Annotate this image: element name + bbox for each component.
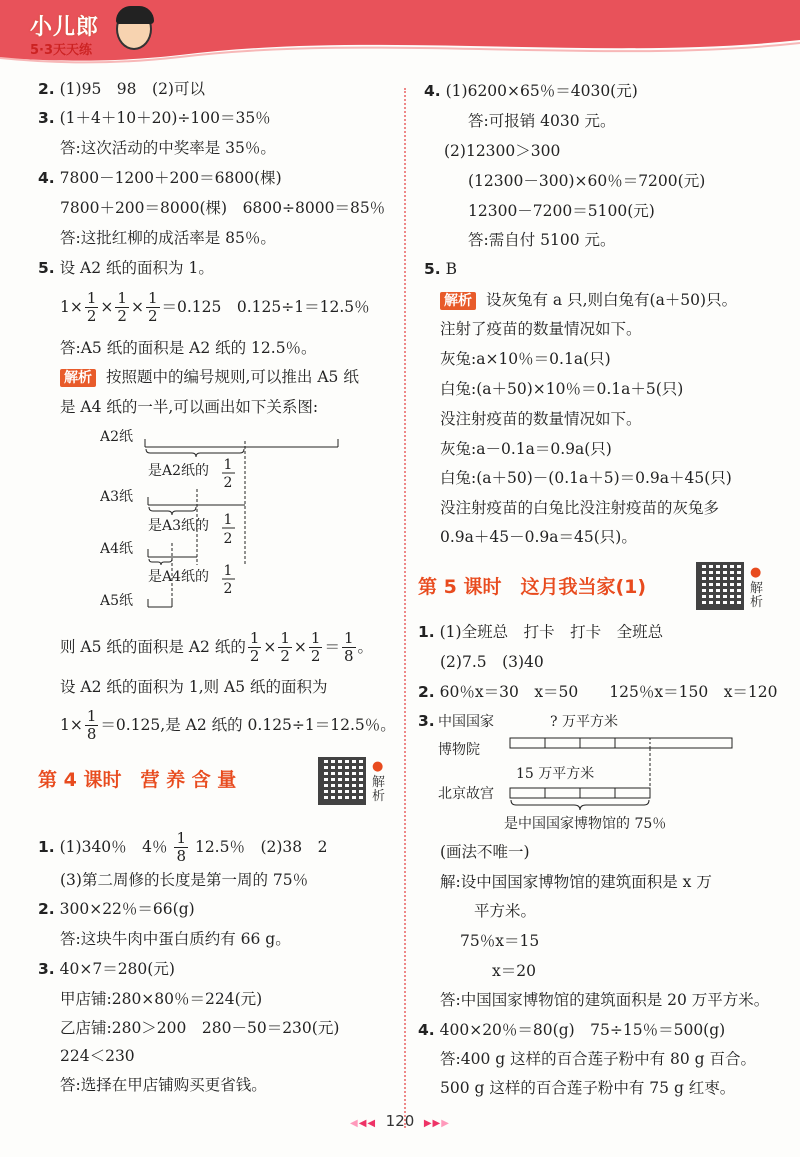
answer-text: (1)全班总 打卡 打卡 全班总 bbox=[439, 623, 664, 641]
answer-text: 平方米。 bbox=[474, 902, 537, 920]
label-half-a3: 是A3纸的 bbox=[148, 518, 210, 534]
label-half-a4: 是A4纸的 bbox=[148, 569, 210, 585]
answer-text: 7800＋200＝8000(棵) 6800÷8000＝85％ bbox=[60, 199, 386, 217]
answer-text: 224＜230 bbox=[60, 1047, 135, 1065]
analysis-text: 灰兔:a－0.1a＝0.9a(只) bbox=[440, 440, 612, 458]
answer-text: 60％x＝30 x＝50 125％x＝150 x＝120 bbox=[439, 683, 778, 701]
paper-size-diagram bbox=[100, 425, 360, 615]
right-arrows-icon: ▶ bbox=[441, 1118, 450, 1129]
answer-text: 300×22％＝66(g) bbox=[59, 900, 195, 918]
answer-text: 500 g 这样的百合莲子粉中有 75 g 红枣。 bbox=[440, 1079, 736, 1097]
museum-area-diagram bbox=[438, 708, 778, 838]
analysis-text: 白兔:(a＋50)－(0.1a＋5)＝0.9a＋45(只) bbox=[440, 469, 732, 487]
answer-text: 答:中国国家博物馆的建筑面积是 20 万平方米。 bbox=[440, 991, 770, 1009]
answer-text: 答:需自付 5100 元。 bbox=[468, 231, 616, 249]
answer-text: 解:设中国国家博物馆的建筑面积是 x 万 bbox=[440, 873, 712, 891]
answer-text: 答:A5 纸的面积是 A2 纸的 12.5％。 bbox=[60, 339, 317, 357]
fraction: $\frac{1}{2}$ bbox=[147, 289, 158, 326]
answer-text: 400×20％＝80(g) 75÷15％＝500(g) bbox=[439, 1021, 726, 1039]
answer-text: 答:这块牛肉中蛋白质约有 66 g。 bbox=[60, 930, 291, 948]
answer-text: x＝20 bbox=[492, 962, 536, 980]
lesson-4-title: 第 4 课时 营 养 含 量 bbox=[38, 769, 237, 791]
answer-text: 乙店铺:280＞200 280－50＝230(元) bbox=[60, 1019, 340, 1037]
svg-text:2: 2 bbox=[223, 475, 233, 491]
q-number: 3. bbox=[38, 109, 55, 127]
analysis-text: 0.9a＋45－0.9a＝45(只)。 bbox=[440, 528, 637, 546]
label-gugong: 北京故宫 bbox=[438, 786, 494, 802]
page-footer bbox=[0, 1112, 800, 1130]
analysis-text: 设灰兔有 a 只,则白兔有(a＋50)只。 bbox=[486, 291, 738, 309]
label-a5: A5纸 bbox=[100, 593, 134, 609]
answer-text: (2)7.5 (3)40 bbox=[440, 653, 544, 671]
lesson-5-title: 第 5 课时 这月我当家(1) bbox=[418, 576, 647, 598]
right-column: 4. (1)6200×65％＝4030(元) 答:可报销 4030 元。 (2)12300＞300 (12300－300)×60％＝7200(元) 12300－7200＝5100(元) 答:需自付 5100 元。 5. B 解析 设灰兔有 a 只,则白兔有(a＋50)只。 注射了疫苗的数量情况如下。 灰兔:a×10％＝0.1a(只) 白兔:(a＋50)×10％＝0.1a＋5(只) 没注射疫苗的数量情况如下。 灰兔:a－0.1a＝0.9a(只) 白兔:(a＋50)－(0.1a＋5)＝0.9a＋45(只) 没注射疫苗的白兔比没注射疫苗的灰兔多 0.9a＋45－0.9a＝45(只)。 第 5 课时 这月我当家(1) ● 解析 1. (1)全班总 打卡 打卡 全班总 (2)7.5 (3)40 2. 60％x＝30 x＝50 125％x＝150 x＝120 3. 中国国家 博物院 ? 万平方米 15 万平方米 北京故宫 是中国国家博物馆的 75％ (画法不唯一) 解:设中国国家博物馆的建筑面积是 x 万 平方米。 75％x＝15 x＝20 答:中国国家博物馆的建筑面积是 20 万平方米。 4. 400×20％＝80(g) 75÷15％＝500(g) 答:400 g 这样的百合莲子粉中有 80 g 百合。 500 g 这样的百合莲子粉中有 75 g 红枣。 bbox=[418, 82, 778, 1097]
answer-text: 答:这批红柳的成活率是 85％。 bbox=[60, 229, 276, 247]
svg-text:1: 1 bbox=[223, 512, 233, 528]
qr-label: 解析 bbox=[750, 581, 764, 611]
answer-text: 答:可报销 4030 元。 bbox=[468, 112, 616, 130]
fraction-equation: 1× $\frac{1}{2}$ × $\frac{1}{2}$ × $\frac{1}{2}$ ＝0.125 0.125÷1＝12.5％ bbox=[60, 289, 370, 326]
left-column: 2. (1)95 98 (2)可以 3. (1＋4＋10＋20)÷100＝35％ 答:这次活动的中奖率是 35％。 4. 7800－1200＋200＝6800(棵) 7800＋200＝8000(棵) 6800÷8000＝85％ 答:这批红柳的成活率是 85％。 5. 设 A2 纸的面积为 1。 1× $\frac{1}{2}$ × $\frac{1}{2}$ × $\frac{1}{2}$ ＝0.125 0.125÷1＝12.5％ 答:A5 纸的面积是 A2 纸的 12.5％。 解析 按照题中的编号规则,可以推出 A5 纸 是 A4 纸的一半,可以画出如下关系图: A2纸 是A2纸的 1 2 A3纸 是A3纸的 1 2 A4纸 是A4纸的 1 2 A5纸 则 A5 纸的面积是 A2 纸的 $\frac{1}{2}$ × $\frac{1}{2}$ × $\frac{1}{2}$ ＝ $\frac{1}{8}$ 。 设 A2 纸的面积为 1,则 A5 纸的面积为 1× $\frac{1}{8}$ ＝0.125,是 A2 纸的 0.125÷1＝12.5％。 第 4 课时 营 养 含 量 ● 解析 1. (1)340％ 4％ $\frac{1}{8}$ 12.5％ (2)38 2 (3)第二周修的长度是第一周的 75％ 2. 300×22％＝66(g) 答:这块牛肉中蛋白质约有 66 g。 3. 40×7＝280(元) 甲店铺:280×80％＝224(元) 乙店铺:280＞200 280－50＝230(元) 224＜230 答:选择在甲店铺购买更省钱。 bbox=[38, 80, 396, 1094]
answer-text: 甲店铺:280×80％＝224(元) bbox=[60, 990, 263, 1008]
analysis-text: 白兔:(a＋50)×10％＝0.1a＋5(只) bbox=[440, 380, 684, 398]
label-a2: A2纸 bbox=[100, 429, 134, 445]
answer-text: 7800－1200＋200＝6800(棵) bbox=[59, 169, 282, 187]
analysis-text: 没注射疫苗的白兔比没注射疫苗的灰兔多 bbox=[440, 499, 720, 517]
answer-text: (1)6200×65％＝4030(元) bbox=[445, 82, 638, 100]
fraction: $\frac{1}{2}$ bbox=[86, 289, 97, 326]
answer-text: (3)第二周修的长度是第一周的 75％ bbox=[60, 871, 309, 889]
q-number: 5. bbox=[38, 259, 55, 277]
answer-text: 75％x＝15 bbox=[460, 932, 540, 950]
analysis-text: 设 A2 纸的面积为 1,则 A5 纸的面积为 bbox=[60, 678, 328, 696]
jiexi-tag: 解析 bbox=[60, 369, 96, 387]
left-arrows-icon: ◀◀ bbox=[358, 1118, 377, 1129]
label-half-a2: 是A2纸的 bbox=[148, 463, 210, 479]
svg-text:1: 1 bbox=[223, 563, 233, 579]
answer-text: (2)12300＞300 bbox=[444, 142, 561, 160]
analysis-text: 1× $\frac{1}{8}$ ＝0.125,是 A2 纸的 0.125÷1＝12.5％。 bbox=[60, 707, 396, 744]
qr-code-icon[interactable] bbox=[696, 562, 744, 610]
svg-text:1: 1 bbox=[223, 457, 233, 473]
label-a3: A3纸 bbox=[100, 489, 134, 505]
label-15-area: 15 万平方米 bbox=[516, 766, 595, 782]
left-arrows-icon: ◀ bbox=[350, 1118, 359, 1129]
q-number: 4. bbox=[38, 169, 55, 187]
answer-text: (1)95 98 (2)可以 bbox=[59, 80, 205, 98]
qr-label: 解析 bbox=[372, 775, 386, 805]
analysis-text: 按照题中的编号规则,可以推出 A5 纸 bbox=[106, 368, 359, 386]
fraction: $\frac{1}{2}$ bbox=[117, 289, 127, 326]
answer-text: 答:这次活动的中奖率是 35％。 bbox=[60, 139, 276, 157]
svg-text:2: 2 bbox=[223, 531, 233, 547]
series-name: 5·3天天练 bbox=[30, 43, 93, 58]
analysis-text: 则 A5 纸的面积是 A2 纸的 $\frac{1}{2}$ × $\frac{1}{2}$ × $\frac{1}{2}$ ＝ $\frac{1}{8}$ 。 bbox=[60, 629, 374, 666]
qr-code-icon[interactable] bbox=[318, 757, 366, 805]
answer-text: 答:选择在甲店铺购买更省钱。 bbox=[60, 1076, 267, 1094]
label-unknown-area: ? 万平方米 bbox=[550, 714, 618, 730]
answer-text: (1＋4＋10＋20)÷100＝35％ bbox=[59, 109, 271, 127]
answer-text: (画法不唯一) bbox=[440, 843, 530, 861]
analysis-text: 灰兔:a×10％＝0.1a(只) bbox=[440, 350, 611, 368]
jiexi-tag: 解析 bbox=[440, 292, 476, 310]
analysis-text: 注射了疫苗的数量情况如下。 bbox=[440, 320, 642, 338]
right-arrows-icon: ▶▶ bbox=[423, 1118, 442, 1129]
answer-text: B bbox=[445, 260, 458, 278]
brand-name: 小儿郎 bbox=[30, 15, 100, 40]
answer-text: (12300－300)×60％＝7200(元) bbox=[468, 172, 706, 190]
label-national: 中国国家 bbox=[438, 714, 494, 730]
answer-text: 12300－7200＝5100(元) bbox=[468, 202, 655, 220]
page-number: 120 bbox=[385, 1112, 415, 1130]
label-museum: 博物院 bbox=[438, 742, 480, 758]
svg-text:2: 2 bbox=[223, 581, 233, 597]
analysis-text: 是 A4 纸的一半,可以画出如下关系图: bbox=[60, 398, 319, 416]
answer-text: 答:400 g 这样的百合莲子粉中有 80 g 百合。 bbox=[440, 1050, 757, 1068]
label-75-percent: 是中国国家博物馆的 75％ bbox=[504, 816, 667, 832]
analysis-text: 没注射疫苗的数量情况如下。 bbox=[440, 410, 642, 428]
label-a4: A4纸 bbox=[100, 541, 134, 557]
answer-line: 1. (1)340％ 4％ $\frac{1}{8}$ 12.5％ (2)38 2 bbox=[38, 829, 328, 866]
answer-text: 40×7＝280(元) bbox=[59, 960, 175, 978]
answer-text: 设 A2 纸的面积为 1。 bbox=[59, 259, 214, 277]
q-number: 2. bbox=[38, 80, 55, 98]
